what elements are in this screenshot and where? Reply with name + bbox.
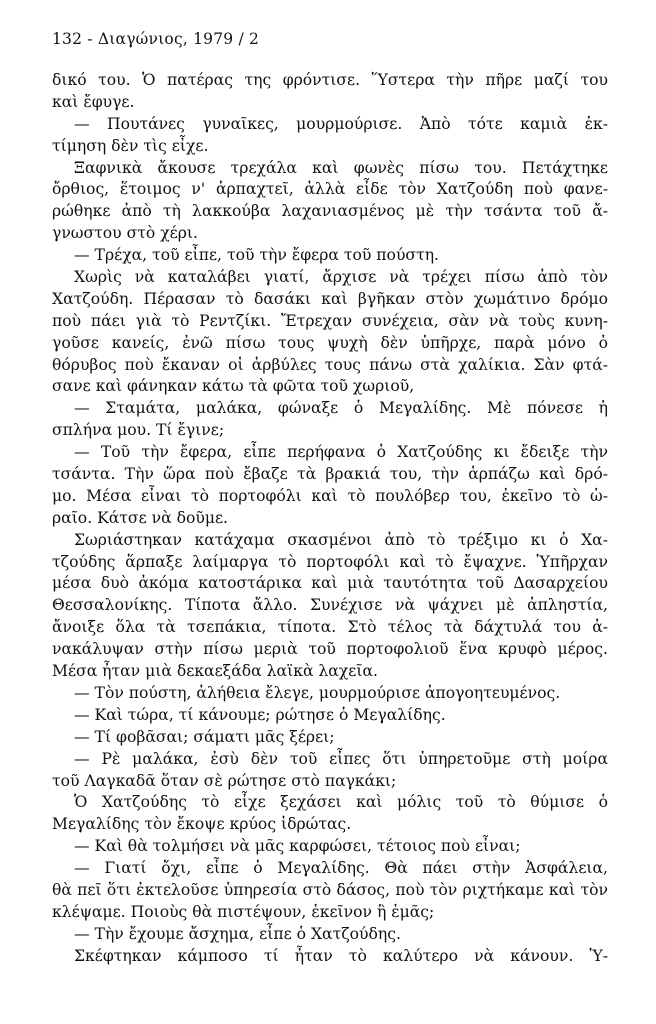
text-line: ρώθηκε ἀπὸ τὴ λακκούβα λαχανιασμένος μὲ τὴν τσάντα τοῦ ἄ- (52, 202, 608, 221)
text-line: θόρυβος ποὺ ἔκαναν οἱ ἀρβύλες τους πάνω στὰ χαλίκια. Σὰν φτά- (52, 355, 608, 374)
text-line: Χατζούδη. Πέρασαν τὸ δασάκι καὶ βγῆκαν στὸν χωμάτινο δρόμο (52, 289, 608, 308)
page-body (52, 70, 608, 968)
text-line: μο. Μέσα εἶναι τὸ πορτοφόλι καὶ τὸ πουλόβερ του, ἐκεῖνο τὸ ὡ- (52, 486, 608, 505)
page-header: 132 - Διαγώνιος, 1979 / 2 (52, 30, 260, 48)
text-line: γνωστου στὸ χέρι. (52, 224, 198, 243)
text-line: — Γιατί ὄχι, εἶπε ὁ Μεγαλίδης. Θὰ πάει στὴν Ἀσφάλεια, (74, 859, 608, 878)
text-line: — Τρέχα, τοῦ εἶπε, τοῦ τὴν ἔφερα τοῦ πούστη. (74, 246, 439, 265)
text-line: Ξαφνικὰ ἄκουσε τρεχάλα καὶ φωνὲς πίσω του. Πετάχτηκε (74, 158, 608, 177)
text-line: τοῦ Λαγκαδᾶ ὅταν σὲ ρώτησε στὸ παγκάκι; (52, 771, 397, 790)
text-line: — Τί φοβᾶσαι; σάματι μᾶς ξέρει; (74, 727, 335, 746)
text-line: — Τὴν ἔχουμε ἄσχημα, εἶπε ὁ Χατζούδης. (74, 924, 401, 943)
text-line: θὰ πεῖ ὅτι ἐκτελοῦσε ὑπηρεσία στὸ δάσος, ποὺ τὸν ριχτήκαμε καὶ τὸν (52, 880, 608, 899)
text-line: Ὁ Χατζούδης τὸ εἶχε ξεχάσει καὶ μόλις τοῦ τὸ θύμισε ὁ (74, 793, 608, 812)
text-line: τζούδης ἅρπαξε λαίμαργα τὸ πορτοφόλι καὶ τὸ ἔψαχνε. Ὑπῆρχαν (52, 552, 608, 571)
text-line: Μεγαλίδης τὸν ἔκοψε κρύος ἱδρώτας. (52, 815, 352, 834)
text-line: — Τοῦ τὴν ἔφερα, εἶπε περήφανα ὁ Χατζούδης κι ἔδειξε τὴν (74, 443, 608, 462)
text-line: Σκέφτηκαν κάμποσο τί ἦταν τὸ καλύτερο νὰ κάνουν. Ὑ- (74, 946, 608, 965)
text-line: Σωριάστηκαν κατάχαμα σκασμένοι ἀπὸ τὸ τρέξιμο κι ὁ Χα- (74, 530, 608, 549)
text-line: — Καὶ τώρα, τί κάνουμε; ρώτησε ὁ Μεγαλίδης. (74, 705, 446, 724)
text-line: ποὺ πάει γιὰ τὸ Ρεντζίκι. Ἔτρεχαν συνέχεια, σὰν νὰ τοὺς κυνη- (52, 311, 608, 330)
text-line: — Καὶ θὰ τολμήσει νὰ μᾶς καρφώσει, τέτοιος ποὺ εἶναι; (74, 837, 521, 856)
text-line: μέσα δυὸ ἀκόμα κατοστάρικα καὶ μιὰ ταυτότητα τοῦ Δασαρχείου (52, 574, 608, 593)
text-line: τίμηση δὲν τὶς εἶχε. (52, 136, 209, 155)
text-line: σπλήνα μου. Τί ἔγινε; (52, 421, 225, 440)
text-line: γοῦσε κανείς, ἐνῶ πίσω τους ψυχὴ δὲν ὑπῆρχε, παρὰ μόνο ὁ (52, 333, 608, 352)
text-line: Χωρὶς νὰ καταλάβει γιατί, ἄρχισε νὰ τρέχει πίσω ἀπὸ τὸν (74, 268, 608, 287)
text-line: τσάντα. Τὴν ὥρα ποὺ ἔβαζε τὰ βρακιά του, τὴν ἁρπάζω καὶ δρό- (52, 465, 608, 484)
text-line: καὶ ἔφυγε. (52, 92, 135, 111)
text-line: Μέσα ἦταν μιὰ δεκαεξάδα λαϊκὰ λαχεῖα. (52, 662, 378, 681)
text-line: ὄρθιος, ἕτοιμος ν' ἁρπαχτεῖ, ἀλλὰ εἶδε τὸν Χατζούδη ποὺ φανε- (52, 180, 608, 199)
text-line: ραῖο. Κάτσε νὰ δοῦμε. (52, 508, 228, 527)
text-line: σανε καὶ φάνηκαν κάτω τὰ φῶτα τοῦ χωριοῦ, (52, 377, 415, 396)
text-line: — Πουτάνες γυναῖκες, μουρμούρισε. Ἀπὸ τότε καμιὰ ἐκ- (74, 114, 608, 133)
text-line: κλέψαμε. Ποιοὺς θὰ πιστέψουν, ἐκεῖνον ἢ ἐμᾶς; (52, 902, 435, 921)
text-line: ἄνοιξε ὅλα τὰ τσεπάκια, τίποτα. Στὸ τέλος τὰ δάχτυλά του ἀ- (52, 618, 608, 637)
text-line: — Τὸν πούστη, ἀλήθεια ἔλεγε, μουρμούρισε ἀπογοητευμένος. (74, 683, 561, 702)
text-line: — Ρὲ μαλάκα, ἐσὺ δὲν τοῦ εἶπες ὅτι ὑπηρετοῦμε στὴ μοίρα (74, 749, 608, 768)
text-line: νακάλυψαν στὴν πίσω μεριὰ τοῦ πορτοφολιοῦ ἕνα κρυφὸ μέρος. (52, 640, 608, 659)
text-line: δικό του. Ὁ πατέρας της φρόντισε. Ὕστερα τὴν πῆρε μαζί του (52, 71, 608, 89)
text-line: — Σταμάτα, μαλάκα, φώναξε ὁ Μεγαλίδης. Μὲ πόνεσε ἡ (74, 399, 608, 418)
text-line: Θεσσαλονίκης. Τίποτα ἄλλο. Συνέχισε νὰ ψάχνει μὲ ἀπληστία, (52, 596, 608, 615)
